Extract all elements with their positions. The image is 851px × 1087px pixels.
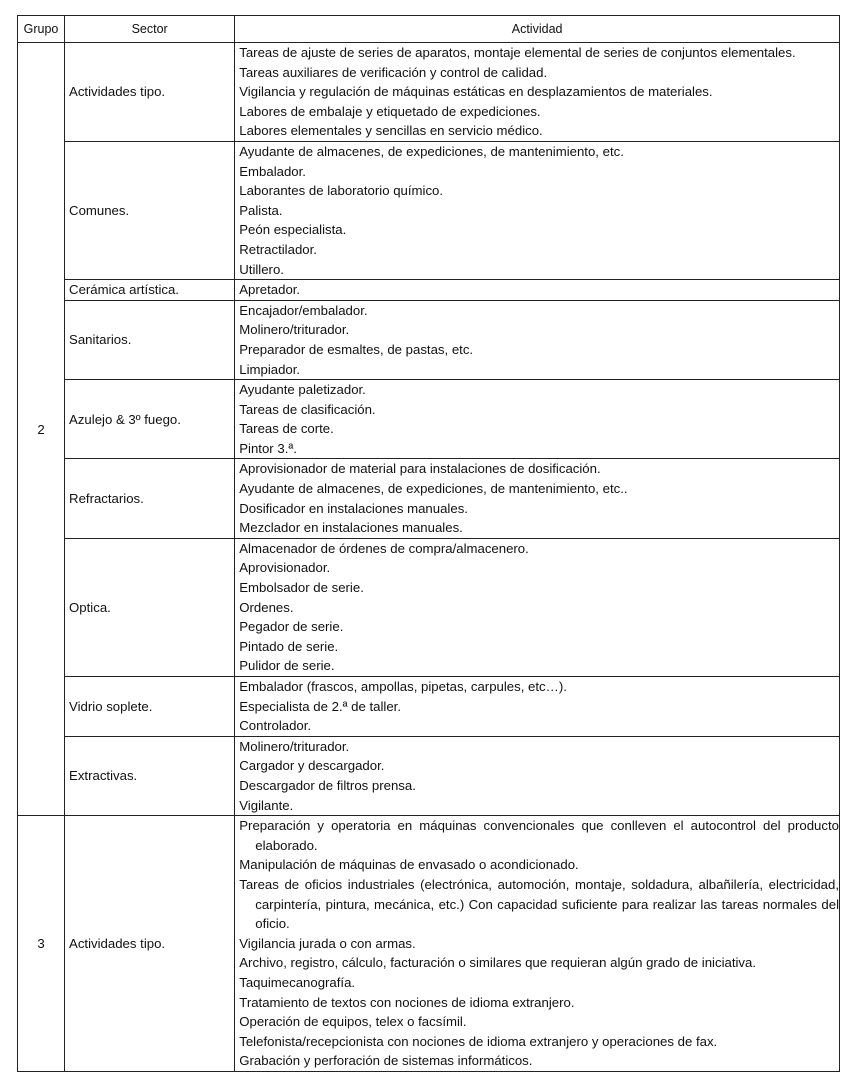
- activity-item: Limpiador.: [239, 361, 301, 377]
- sector-cell: Refractarios.: [65, 459, 235, 538]
- activity-cell: [235, 736, 840, 815]
- table-row: [18, 816, 840, 1072]
- activity-table: [17, 15, 840, 1072]
- activity-item: Pulidor de serie.: [239, 658, 335, 674]
- activity-cell: [235, 677, 840, 737]
- activity-item: Molinero/triturador.: [239, 322, 350, 338]
- activity-item: Controlador.: [239, 718, 312, 734]
- activity-item: Tareas de corte.: [239, 421, 334, 437]
- activity-cell: [235, 43, 840, 142]
- activity-item: Operación de equipos, telex o facsímil.: [239, 1014, 467, 1030]
- activity-cell: [235, 459, 840, 538]
- activity-item: Embalador.: [239, 163, 306, 179]
- activity-item: Molinero/triturador.: [239, 738, 350, 754]
- header-actividad: Actividad: [235, 16, 840, 43]
- sector-cell: Extractivas.: [65, 736, 235, 815]
- activity-item: Tratamiento de textos con nociones de idioma extranjero.: [239, 994, 575, 1010]
- table-row: [18, 736, 840, 815]
- activity-item: Ordenes.: [239, 599, 294, 615]
- activity-item: Tareas de oficios industriales (electrónica, automoción, montaje, soldadura, albañilería, electricidad, carpintería, pintura, mecánica, etc.) Con capacidad suficiente para realizar las tareas normales del oficio.: [239, 876, 839, 932]
- grupo-cell: 3: [18, 816, 65, 1072]
- header-grupo: Grupo: [18, 16, 65, 43]
- activity-item: Archivo, registro, cálculo, facturación o similares que requieran algún grado de iniciativa.: [239, 955, 757, 971]
- table-body: [18, 43, 840, 1072]
- grupo-cell: 2: [18, 43, 65, 816]
- activity-item: Ayudante paletizador.: [239, 382, 366, 398]
- activity-cell: [235, 280, 840, 301]
- table-row: [18, 538, 840, 676]
- header-row: [18, 16, 840, 43]
- activity-item: Tareas de clasificación.: [239, 401, 376, 417]
- activity-item: Cargador y descargador.: [239, 758, 385, 774]
- sector-cell: Optica.: [65, 538, 235, 676]
- sector-cell: Actividades tipo.: [65, 43, 235, 142]
- table-row: [18, 141, 840, 279]
- activity-cell: [235, 538, 840, 676]
- activity-item: Pintado de serie.: [239, 638, 339, 654]
- activity-item: Ayudante de almacenes, de expediciones, de mantenimiento, etc.: [239, 143, 624, 159]
- activity-item: Tareas auxiliares de verificación y control de calidad.: [239, 64, 548, 80]
- activity-item: Palista.: [239, 202, 283, 218]
- sector-cell: Actividades tipo.: [65, 816, 235, 1072]
- table-row: [18, 43, 840, 142]
- activity-item: Pegador de serie.: [239, 619, 344, 635]
- activity-item: Mezclador en instalaciones manuales.: [239, 520, 463, 536]
- sector-cell: Vidrio soplete.: [65, 677, 235, 737]
- activity-item: Aprovisionador.: [239, 560, 331, 576]
- activity-item: Encajador/embalador.: [239, 302, 368, 318]
- sector-cell: Sanitarios.: [65, 300, 235, 379]
- activity-item: Embolsador de serie.: [239, 580, 364, 596]
- activity-item: Laborantes de laboratorio químico.: [239, 183, 444, 199]
- activity-item: Vigilancia jurada o con armas.: [239, 935, 416, 951]
- activity-item: Preparación y operatoria en máquinas convencionales que conlleven el autocontrol del producto elaborado.: [239, 818, 839, 853]
- activity-item: Aprovisionador de material para instalaciones de dosificación.: [239, 461, 601, 477]
- table-row: [18, 300, 840, 379]
- activity-item: Almacenador de órdenes de compra/almacenero.: [239, 540, 529, 556]
- activity-item: Peón especialista.: [239, 222, 347, 238]
- header-sector: Sector: [65, 16, 235, 43]
- activity-item: Embalador (frascos, ampollas, pipetas, carpules, etc…).: [239, 679, 567, 694]
- sector-cell: Comunes.: [65, 141, 235, 279]
- activity-item: Taquimecanografía.: [239, 974, 356, 990]
- activity-item: Retractilador.: [239, 241, 317, 257]
- activity-item: Grabación y perforación de sistemas informáticos.: [239, 1053, 533, 1069]
- activity-item: Especialista de 2.ª de taller.: [239, 698, 402, 714]
- activity-cell: [235, 816, 840, 1072]
- activity-cell: [235, 380, 840, 459]
- activity-item: Utillero.: [239, 261, 284, 277]
- activity-cell: [235, 141, 840, 279]
- activity-item: Descargador de filtros prensa.: [239, 777, 416, 793]
- sector-cell: Azulejo & 3º fuego.: [65, 380, 235, 459]
- activity-item: Apretador.: [239, 282, 301, 298]
- activity-item: Manipulación de máquinas de envasado o acondicionado.: [239, 857, 579, 873]
- activity-cell: [235, 300, 840, 379]
- activity-item: Vigilancia y regulación de máquinas estáticas en desplazamientos de materiales.: [239, 84, 713, 100]
- activity-item: Ayudante de almacenes, de expediciones, de mantenimiento, etc..: [239, 481, 628, 497]
- activity-item: Labores elementales y sencillas en servicio médico.: [239, 123, 543, 139]
- activity-item: Preparador de esmaltes, de pastas, etc.: [239, 341, 474, 357]
- activity-item: Telefonista/recepcionista con nociones de idioma extranjero y operaciones de fax.: [239, 1033, 718, 1049]
- activity-item: Pintor 3.ª.: [239, 440, 297, 456]
- table-row: [18, 380, 840, 459]
- activity-item: Tareas de ajuste de series de aparatos, montaje elemental de series de conjuntos elementales.: [239, 45, 796, 60]
- table-row: [18, 459, 840, 538]
- table-row: [18, 280, 840, 301]
- sector-cell: Cerámica artística.: [65, 280, 235, 301]
- activity-item: Labores de embalaje y etiquetado de expediciones.: [239, 103, 541, 119]
- activity-item: Dosificador en instalaciones manuales.: [239, 500, 468, 516]
- activity-item: Vigilante.: [239, 797, 294, 813]
- table-row: [18, 677, 840, 737]
